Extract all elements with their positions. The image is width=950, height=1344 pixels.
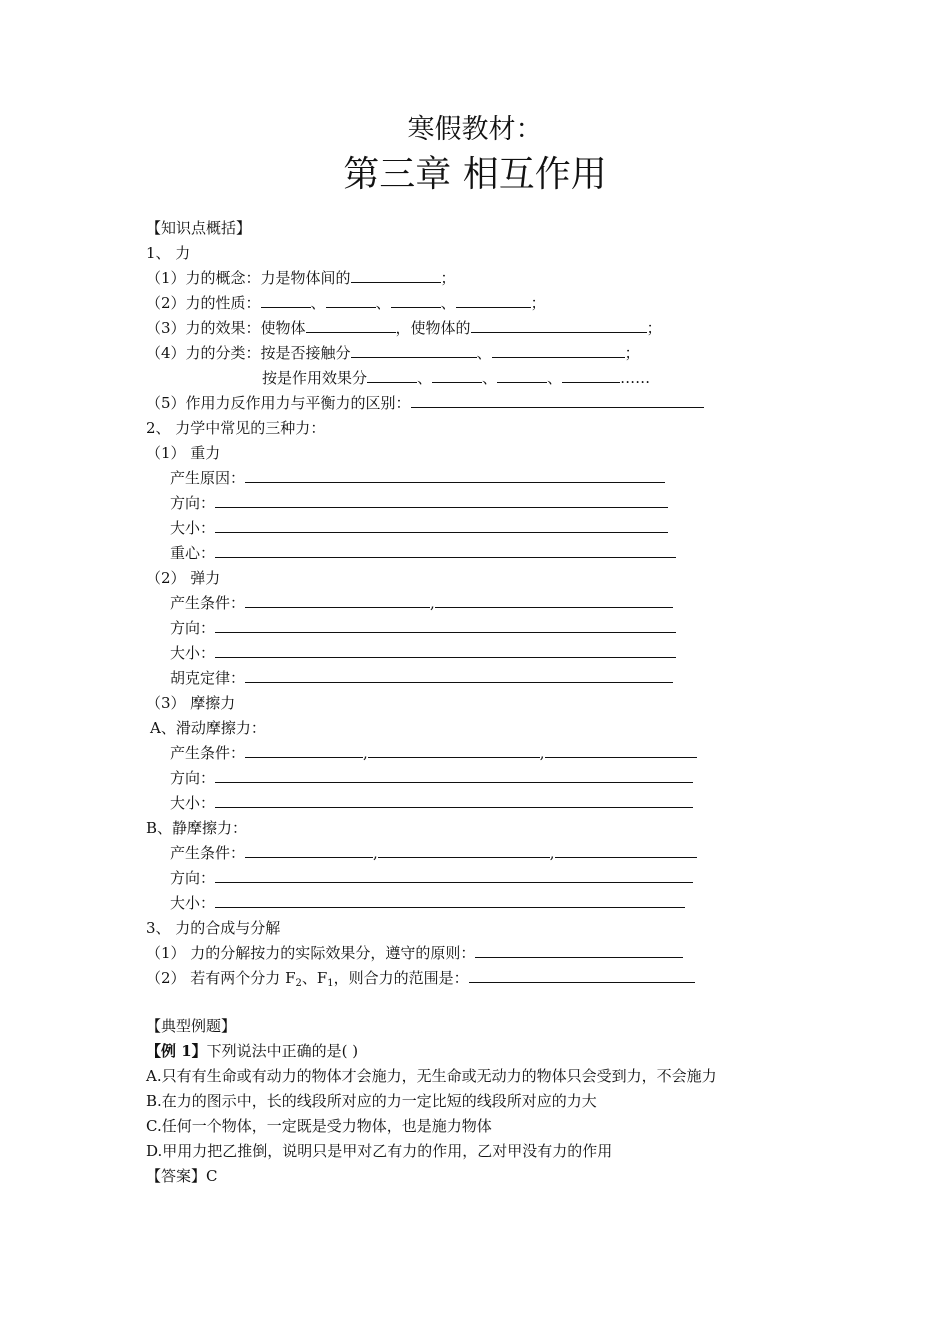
heading-knowledge: 【知识点概括】 [146,219,252,237]
line-force-classification-effect: 按是作用效果分 、 、 、 …… [262,369,651,387]
option-c: C.任何一个物体，一定既是受力物体，也是施力物体 [146,1117,492,1135]
line-gravity-cause: 产生原因： [170,468,665,488]
heading-elastic-force: （2） 弹力 [146,569,221,587]
heading-static-friction: B、静摩擦力： [146,819,248,837]
line-action-reaction: （5）作用力反作用力与平衡力的区别： [146,393,704,413]
line-resultant-range: （2） 若有两个分力 $F_2$、$F_1$，则合力的范围是： [146,968,695,988]
line-force-classification: （4）力的分类：按是否接触分 、 ； [146,344,640,362]
section-3-composition: 3、 力的合成与分解 [146,919,281,937]
line-gravity-magnitude: 大小： [170,518,668,538]
option-a: A.只有有生命或有动力的物体才会施力，无生命或无动力的物体只会受到力，不会施力 [146,1067,717,1085]
line-sliding-condition: 产生条件： , , [170,743,697,763]
line-gravity-center: 重心： [170,543,676,563]
line-static-magnitude: 大小： [170,893,685,913]
answer: 【答案】C [146,1167,218,1185]
line-hooke-law: 胡克定律： [170,668,673,688]
heading-friction: （3） 摩擦力 [146,694,236,712]
line-force-concept: （1）力的概念：力是物体间的 ； [146,269,456,287]
line-force-nature: （2）力的性质： 、 、 、 ； [146,294,546,312]
line-sliding-magnitude: 大小： [170,793,693,813]
section-2-three-forces: 2、 力学中常见的三种力： [146,419,326,437]
option-d: D.甲用力把乙推倒，说明只是甲对乙有力的作用，乙对甲没有力的作用 [146,1142,613,1160]
section-1-force: 1、 力 [146,244,191,262]
line-force-effect: （3）力的效果：使物体 ，使物体的 ； [146,319,662,337]
heading-sliding-friction: A、滑动摩擦力： [150,719,266,737]
title-winter-material: 寒假教材： [407,114,543,145]
heading-gravity: （1） 重力 [146,444,221,462]
heading-examples: 【典型例题】 [146,1017,237,1035]
line-gravity-direction: 方向： [170,493,668,513]
title-chapter: 第三章 相互作用 [343,154,607,195]
line-decomposition-principle: （1） 力的分解按力的实际效果分，遵守的原则： [146,943,683,963]
line-elastic-condition: 产生条件： , [170,593,673,613]
line-sliding-direction: 方向： [170,768,693,788]
line-elastic-magnitude: 大小： [170,643,676,663]
line-elastic-direction: 方向： [170,618,676,638]
line-static-condition: 产生条件： , , [170,843,697,863]
example-1-question: 【例 1】下列说法中正确的是( ) [146,1042,359,1060]
line-static-direction: 方向： [170,868,693,888]
option-b: B.在力的图示中，长的线段所对应的力一定比短的线段所对应的力大 [146,1092,597,1110]
